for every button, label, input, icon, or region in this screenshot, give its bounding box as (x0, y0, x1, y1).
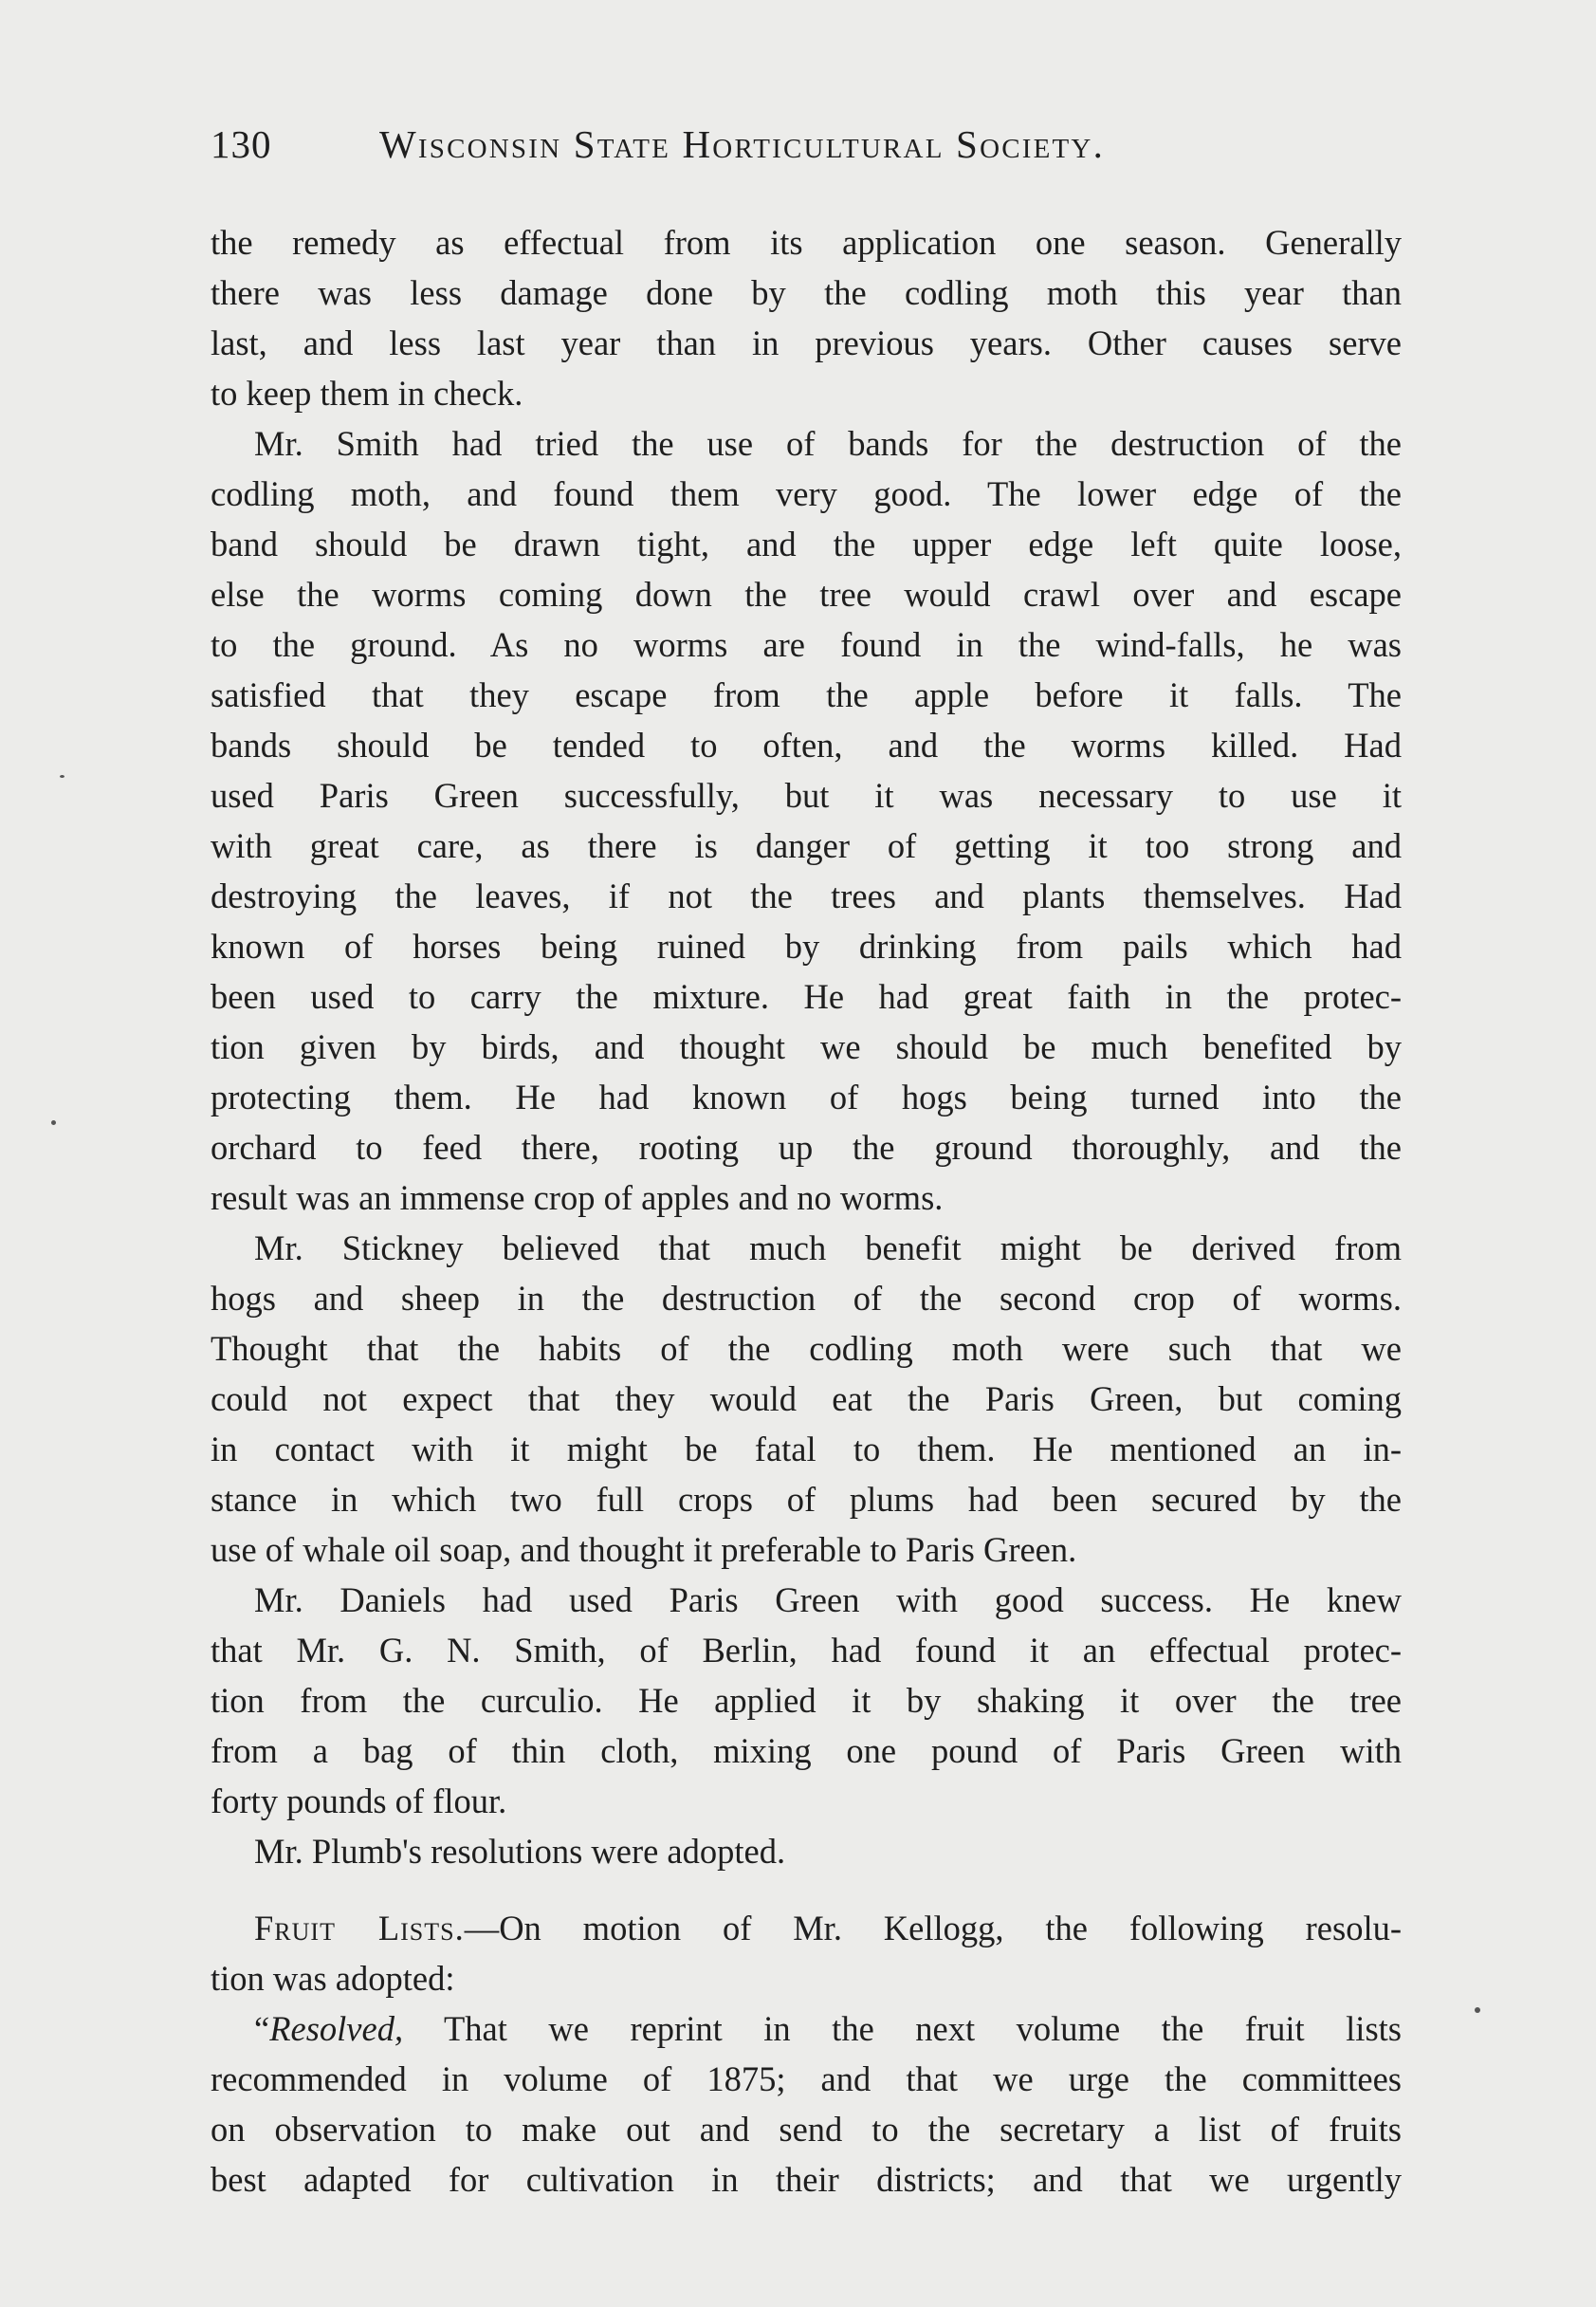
open-quote: “ (254, 2009, 270, 2048)
page-header (211, 121, 1244, 178)
text-line: been used to carry the mixture. He had great faith in the protec- (211, 977, 1402, 1016)
scan-speck (60, 775, 64, 778)
text-line: on observation to make out and send to the secretary a list of fruits (211, 2110, 1402, 2149)
scan-speck (1475, 2007, 1480, 2013)
scan-speck (51, 1120, 56, 1125)
running-title: Wisconsin State Horticultural Society. (379, 122, 1106, 166)
text-line: Thought that the habits of the codling moth were such that we (211, 1329, 1402, 1368)
text-line: orchard to feed there, rooting up the ground thoroughly, and the (211, 1128, 1402, 1167)
text-line: used Paris Green successfully, but it was necessary to use it (211, 776, 1402, 815)
text-line: Mr. Daniels had used Paris Green with good success. He knew (254, 1580, 1402, 1619)
text-line: stance in which two full crops of plums had been secured by the (211, 1480, 1402, 1519)
text-line: satisfied that they escape from the apple before it falls. The (211, 675, 1402, 714)
text-line: tion was adopted: (211, 1959, 455, 1998)
text-line: last, and less last year than in previous years. Other causes serve (211, 323, 1402, 362)
text-line: from a bag of thin cloth, mixing one pound of Paris Green with (211, 1731, 1402, 1770)
text-line: result was an immense crop of apples and no worms. (211, 1178, 944, 1217)
text-line: in contact with it might be fatal to them. He mentioned an in- (211, 1430, 1402, 1468)
text-line: destroying the leaves, if not the trees and plants themselves. Had (211, 877, 1402, 915)
text-line: forty pounds of flour. (211, 1781, 507, 1820)
text-run: That we reprint in the next volume the fruit lists (403, 2009, 1402, 2048)
text-line: codling moth, and found them very good. The lower edge of the (211, 474, 1402, 513)
text-line: best adapted for cultivation in their districts; and that we urgently (211, 2160, 1402, 2199)
text-line: there was less damage done by the codling moth this year than (211, 273, 1402, 312)
text-line: Mr. Stickney believed that much benefit might be derived from (254, 1228, 1402, 1267)
text-line: hogs and sheep in the destruction of the second crop of worms. (211, 1279, 1402, 1318)
text-line (254, 1910, 1402, 1947)
section-heading: Fruit Lists. (254, 1909, 465, 1947)
text-run: —On motion of Mr. Kellogg, the following resolu- (464, 1909, 1402, 1947)
text-line: recommended in volume of 1875; and that we urge the committees (211, 2059, 1402, 2098)
text-line: tion given by birds, and thought we should be much benefited by (211, 1027, 1402, 1066)
text-line: Mr. Smith had tried the use of bands for the destruction of the (254, 424, 1402, 463)
text-line: to keep them in check. (211, 374, 523, 413)
text-line: that Mr. G. N. Smith, of Berlin, had found it an effectual protec- (211, 1631, 1402, 1670)
text-line: could not expect that they would eat the Paris Green, but coming (211, 1379, 1402, 1418)
text-line: bands should be tended to often, and the worms killed. Had (211, 726, 1402, 765)
text-line: else the worms coming down the tree would crawl over and escape (211, 575, 1402, 614)
page-number: 130 (211, 122, 272, 166)
text-line: band should be drawn tight, and the upper edge left quite loose, (211, 525, 1402, 563)
text-line: with great care, as there is danger of getting it too strong and (211, 826, 1402, 865)
text-line (254, 2010, 1402, 2048)
text-line: known of horses being ruined by drinking from pails which had (211, 927, 1402, 966)
text-line: to the ground. As no worms are found in the wind-falls, he was (211, 625, 1402, 664)
text-line: use of whale oil soap, and thought it preferable to Paris Green. (211, 1530, 1077, 1569)
text-line: protecting them. He had known of hogs being turned into the (211, 1078, 1402, 1117)
text-line: tion from the curculio. He applied it by shaking it over the tree (211, 1681, 1402, 1720)
text-line: Mr. Plumb's resolutions were adopted. (254, 1832, 786, 1871)
resolved-word: Resolved, (269, 2009, 404, 2048)
text-line: the remedy as effectual from its application one season. Generally (211, 223, 1402, 262)
